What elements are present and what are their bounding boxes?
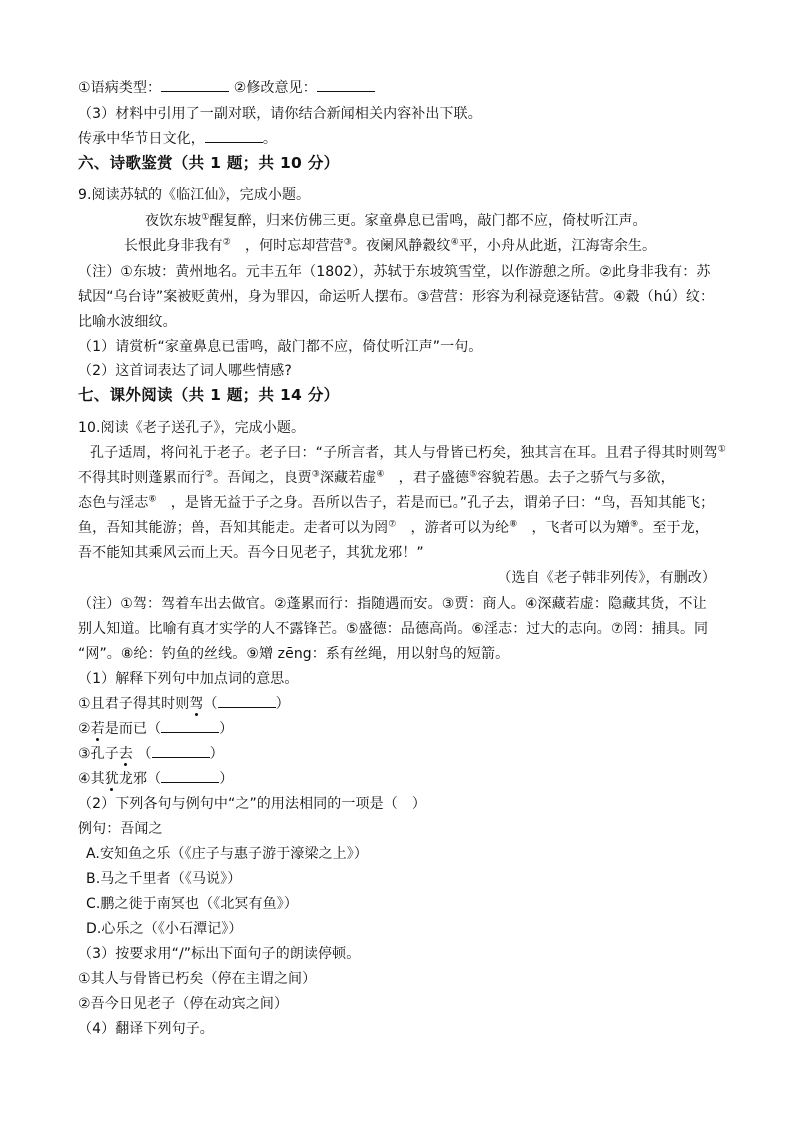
revision-blank[interactable]: [317, 78, 375, 92]
footnote-marker: ④: [450, 237, 459, 248]
q10-note-line-1: （注）①驾：驾着车出去做官。②蓬累而行：指随遇而安。③贾：商人。④深藏若虚：隐藏其货，不让: [78, 596, 707, 612]
footnote-marker: ⑦: [388, 519, 397, 530]
q10-pause-item-2: ②吾今日见老子（停在动宾之间）: [78, 996, 289, 1012]
q10-word-item-1: ①且君子得其时则驾（ ）: [78, 696, 290, 712]
q10-option-c[interactable]: C.鹏之徙于南冥也（《北冥有鱼》）: [86, 896, 298, 912]
q10-sub4: （4）翻译下列句子。: [78, 1021, 214, 1037]
q8-sub3-question: （3）材料中引用了一副对联，请你结合新闻相关内容补出下联。: [78, 106, 482, 122]
q10-passage-line-4: 鱼，吾知其能游；兽，吾知其能走。走者可以为罔⑦ ，游者可以为纶⑧ ，飞者可以为矰⑨。至于龙，: [78, 519, 709, 536]
q9-sub2: （2）这首词表达了词人哪些情感?: [78, 363, 292, 379]
error-type-blank[interactable]: [161, 78, 229, 92]
q10-sub3: （3）按要求用“/”标出下面句子的朗读停顿。: [78, 946, 361, 962]
q10-option-a[interactable]: A.安知鱼之乐（《庄子与惠子游于濠梁之上》）: [86, 846, 368, 862]
q10-word-item-3: ③孔子去 （ ）: [78, 746, 224, 762]
answer-blank[interactable]: [161, 769, 219, 783]
q10-source: （选自《老子韩非列传》，有删改）: [497, 570, 716, 586]
footnote-marker: ⑤: [469, 469, 478, 480]
q10-note-line-2: 别人知道。比喻有真才实学的人不露锋芒。⑤盛德：品德高尚。⑥淫志：过大的志向。⑦罔：捕具。同: [78, 621, 709, 637]
footnote-marker: ⑨: [630, 519, 639, 530]
q10-sub2: （2）下列各句与例句中“之”的用法相同的一项是（ ）: [78, 796, 427, 812]
q9-note-line-2: 轼因“乌台诗”案被贬黄州，身为罪囚，命运听人摆布。③营营：形容为利禄竞逐钻营。④縠（hú）纹：: [78, 289, 715, 305]
footnote-marker: ③: [343, 237, 352, 248]
q10-word-item-2: ②若是而已（ ）: [78, 721, 234, 737]
section-6-heading: 六、诗歌鉴赏（共 1 题；共 10 分）: [78, 154, 340, 172]
q9-poem-line-2: 长恨此身非我有② ，何时忘却营营③。夜阑风静縠纹④平，小舟从此逝，江海寄余生。: [124, 237, 657, 254]
footnote-marker: ④: [376, 469, 385, 480]
answer-blank[interactable]: [152, 744, 210, 758]
q10-note-line-3: “网”。⑧纶：钓鱼的丝线。⑨矰 zēng：系有丝绳，用以射鸟的短箭。: [78, 646, 510, 662]
q10-intro: 10.阅读《老子送孔子》，完成小题。: [78, 420, 306, 436]
footnote-marker: ①: [201, 212, 210, 223]
dotted-word: 去: [118, 746, 133, 762]
q10-option-b[interactable]: B.马之千里者（《马说》）: [86, 871, 242, 887]
error-type-label: ①语病类型：: [78, 80, 162, 96]
couplet-blank[interactable]: [205, 129, 263, 143]
answer-blank[interactable]: [161, 719, 219, 733]
q9-poem-line-1: 夜饮东坡①醒复醉，归来仿佛三更。家童鼻息已雷鸣，敲门都不应，倚杖听江声。: [145, 212, 647, 229]
section-7-heading: 七、课外阅读（共 1 题；共 14 分）: [78, 386, 340, 404]
q10-passage-line-3: 态色与淫志⑥ ，是皆无益于子之身。吾所以告子，若是而已。”孔子去，谓弟子曰：“鸟，吾知其能飞；: [78, 494, 715, 511]
q9-sub1: （1）请赏析“家童鼻息已雷鸣，敲门都不应，倚仗听江声”一句。: [78, 339, 483, 355]
q9-note-line-1: （注）①东坡：黄州地名。元丰五年（1802），苏轼于东坡筑雪堂，以作游憩之所。②此身非我有：苏: [78, 264, 711, 280]
couplet-first-half: 传承中华节日文化，: [78, 131, 205, 147]
dotted-word: 犹: [104, 771, 119, 787]
footnote-marker: ②: [204, 469, 214, 480]
dotted-word: 驾: [189, 696, 204, 712]
q8-couplet-line: 传承中华节日文化， 。: [78, 131, 278, 147]
q10-passage-line-1: 孔子适周，将问礼于老子。老子曰：“子所言者，其人与骨皆已朽矣，独其言在耳。且君子得其时则驾①: [90, 444, 726, 461]
q10-passage-line-5: 吾不能知其乘风云而上天。吾今日见老子，其犹龙邪！”: [78, 545, 424, 561]
q10-pause-item-1: ①其人与骨皆已朽矣（停在主谓之间）: [78, 971, 317, 987]
footnote-marker: ⑧: [509, 519, 518, 530]
q10-passage-line-2: 不得其时则蓬累而行②。吾闻之，良贾③深藏若虚④ ，君子盛德⑤容貌若愚。去子之骄气与多欲，: [78, 469, 675, 486]
footnote-marker: ①: [717, 444, 726, 455]
q10-word-item-4: ④其犹龙邪（ ）: [78, 771, 234, 787]
footnote-marker: ②: [222, 237, 231, 248]
q10-option-d[interactable]: D.心乐之（《小石潭记》）: [86, 921, 243, 937]
answer-blank[interactable]: [218, 694, 276, 708]
q8-sub2-answer-line: [78, 78, 375, 98]
q10-sub1: （1）解释下列句中加点词的意思。: [78, 671, 299, 687]
dotted-word: 若: [90, 721, 105, 737]
revision-label: ②修改意见：: [229, 80, 317, 96]
q9-intro: 9.阅读苏轼的《临江仙》，完成小题。: [78, 187, 311, 203]
q10-example: 例句：吾闻之: [78, 821, 163, 837]
footnote-marker: ③: [311, 469, 320, 480]
footnote-marker: ⑥: [148, 494, 157, 505]
q9-note-line-3: 比喻水波细纹。: [78, 314, 177, 330]
